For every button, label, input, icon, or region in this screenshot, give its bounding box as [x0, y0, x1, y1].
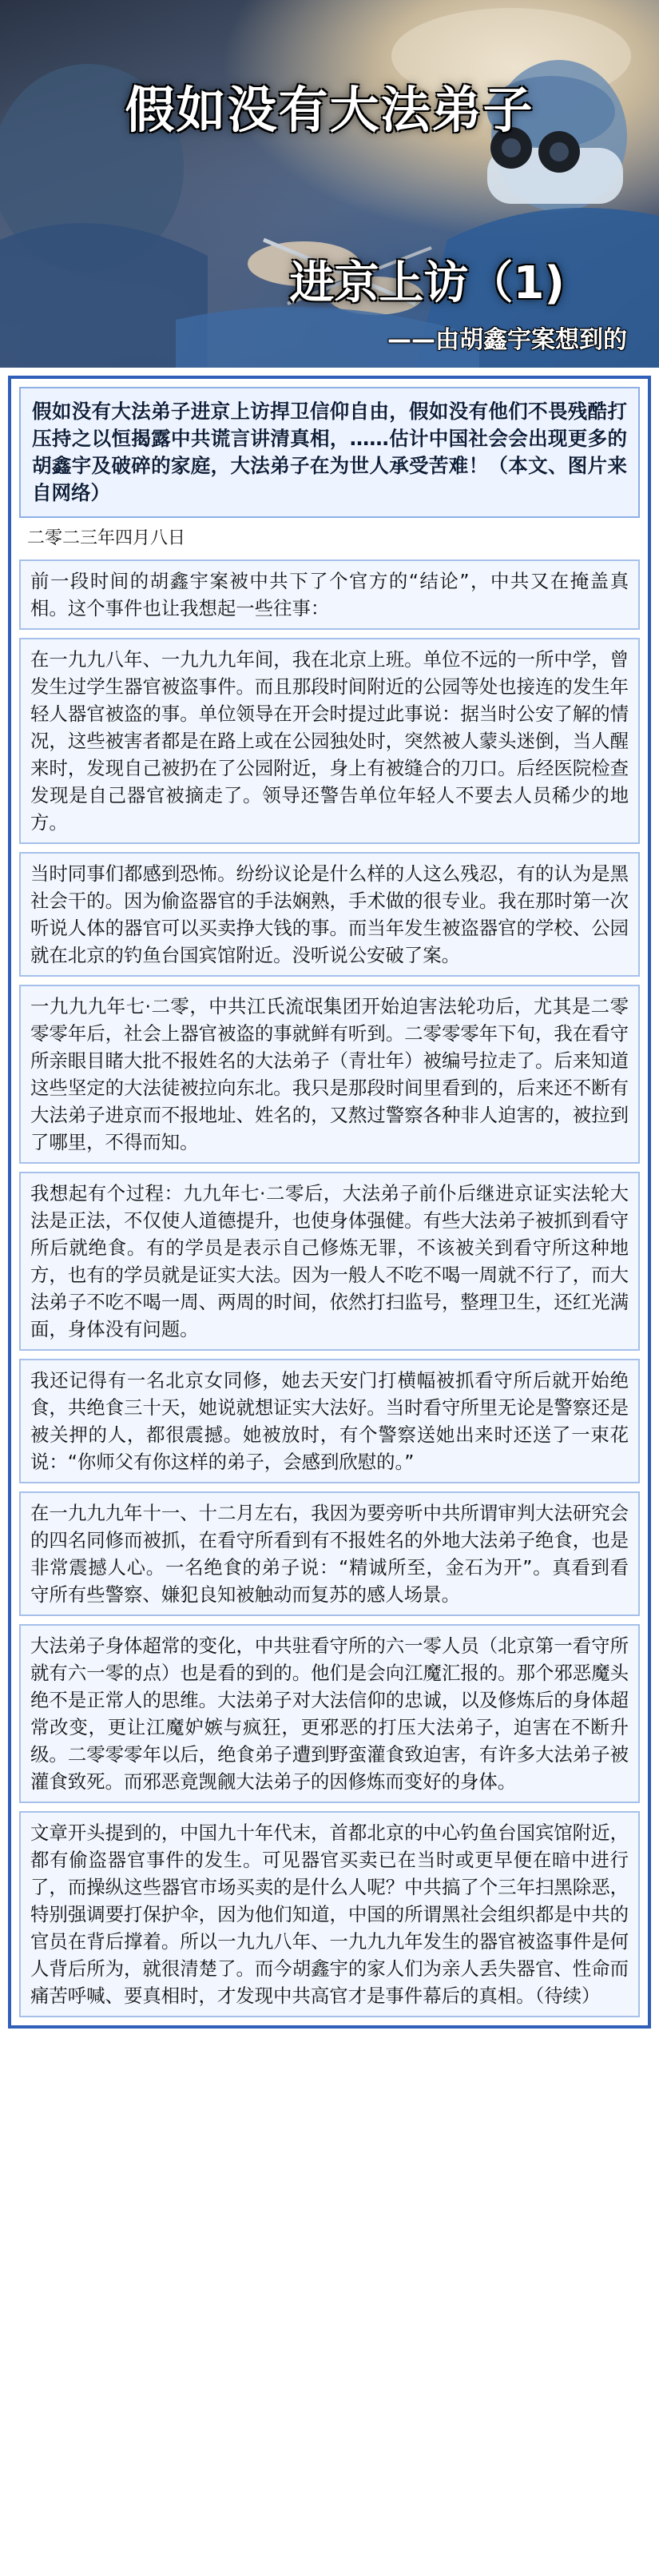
paragraph: 我想起有个过程：九九年七·二零后，大法弟子前仆后继进京证实法轮大法是正法，不仅使人道德提升，也使身体强健。有些大法弟子被抓到看守所后就绝食。有的学员是表示自己修炼无罪，不该被关到看守所这种地方，也有的学员就是证实大法。因为一般人不吃不喝一周就不行了，而大法弟子不吃不喝一周、两周的时间，依然打扫监号，整理卫生，还红光满面，身体没有问题。 — [19, 1172, 640, 1351]
paragraph: 在一九九九年十一、十二月左右，我因为要旁听中共所谓审判大法研究会的四名同修而被抓，在看守所看到有不报姓名的外地大法弟子绝食，也是非常震撼人心。一名绝食的弟子说：“精诚所至，金石为开”。真看到看守所有些警察、嫌犯良知被触动而复苏的感人场景。 — [19, 1491, 640, 1616]
banner-image — [0, 0, 659, 368]
paragraph: 文章开头提到的，中国九十年代末，首都北京的中心钓鱼台国宾馆附近，都有偷盗器官事件的发生。可见器官买卖已在当时或更早便在暗中进行了，而操纵这些器官市场买卖的是什么人呢？中共搞了个三年扫黑除恶，特别强调要打保护伞，因为他们知道，中国的所谓黑社会组织都是中共的官员在背后撑着。所以一九九八年、一九九九年发生的器官被盗事件是何人背后所为，就很清楚了。而今胡鑫宇的家人们为亲人丢失器官、性命而痛苦呼喊、要真相时，才发现中共高官才是事件幕后的真相。（待续） — [19, 1811, 640, 2017]
article-date: 二零二三年四月八日 — [27, 528, 186, 548]
banner-subtitle: 进京上访（1) — [289, 257, 565, 309]
surgery-photo — [0, 0, 659, 368]
article-body — [8, 376, 651, 2029]
paragraph: 前一段时间的胡鑫宇案被中共下了个官方的“结论”，中共又在掩盖真相。这个事件也让我想起一些往事： — [19, 559, 640, 630]
paragraph: 大法弟子身体超常的变化，中共驻看守所的六一零人员（北京第一看守所就有六一零的点）也是看的到的。他们是会向江魔汇报的。那个邪恶魔头绝不是正常人的思维。大法弟子对大法信仰的忠诚，以及修炼后的身体超常改变，更让江魔妒嫉与疯狂，更邪恶的打压大法弟子，迫害在不断升级。二零零零年以后，绝食弟子遭到野蛮灌食致迫害，有许多大法弟子被灌食致死。而邪恶竟觊觎大法弟子的因修炼而变好的身体。 — [19, 1624, 640, 1803]
banner-byline: ——由胡鑫宇案想到的 — [387, 326, 627, 354]
paragraph: 当时同事们都感到恐怖。纷纷议论是什么样的人这么残忍，有的认为是黑社会干的。因为偷盗器官的手法娴熟，手术做的很专业。我在那时第一次听说人体的器官可以买卖挣大钱的事。而当年发生被盗器官的学校、公园就在北京的钓鱼台国宾馆附近。没听说公安破了案。 — [19, 852, 640, 977]
paragraph: 在一九九八年、一九九九年间，我在北京上班。单位不远的一所中学，曾发生过学生器官被盗事件。而且那段时间附近的公园等处也接连的发生年轻人器官被盗的事。单位领导在开会时提过此事说：据当时公安了解的情况，这些被害者都是在路上或在公园独处时，突然被人蒙头迷倒，当人醒来时，发现自己被扔在了公园附近，身上有被缝合的刀口。后经医院检查发现是自己器官被摘走了。领导还警告单位年轻人不要去人员稀少的地方。 — [19, 638, 640, 844]
paragraph: 我还记得有一名北京女同修，她去天安门打横幅被抓看守所后就开始绝食，共绝食三十天，她说就想证实大法好。当时看守所里无论是警察还是被关押的人，都很震撼。她被放时，有个警察送她出来时还送了一束花说：“你师父有你这样的弟子，会感到欣慰的。” — [19, 1359, 640, 1483]
banner-title: 假如没有大法弟子 — [125, 81, 534, 139]
paragraph: 一九九九年七·二零，中共江氏流氓集团开始迫害法轮功后，尤其是二零零零年后，社会上器官被盗的事就鲜有听到。二零零零年下旬，我在看守所亲眼目睹大批不报姓名的大法弟子（青壮年）被编号拉走了。后来知道这些坚定的大法徒被拉向东北。我只是那段时间里看到的，后来还不断有大法弟子进京而不报地址、姓名的，又熬过警察各种非人迫害的，被拉到了哪里，不得而知。 — [19, 985, 640, 1164]
summary-box: 假如没有大法弟子进京上访捍卫信仰自由，假如没有他们不畏残酷打压持之以恒揭露中共谎言讲清真相，……估计中国社会会出现更多的胡鑫宇及破碎的家庭，大法弟子在为世人承受苦难！（本文、图片来自网络） — [19, 387, 640, 518]
